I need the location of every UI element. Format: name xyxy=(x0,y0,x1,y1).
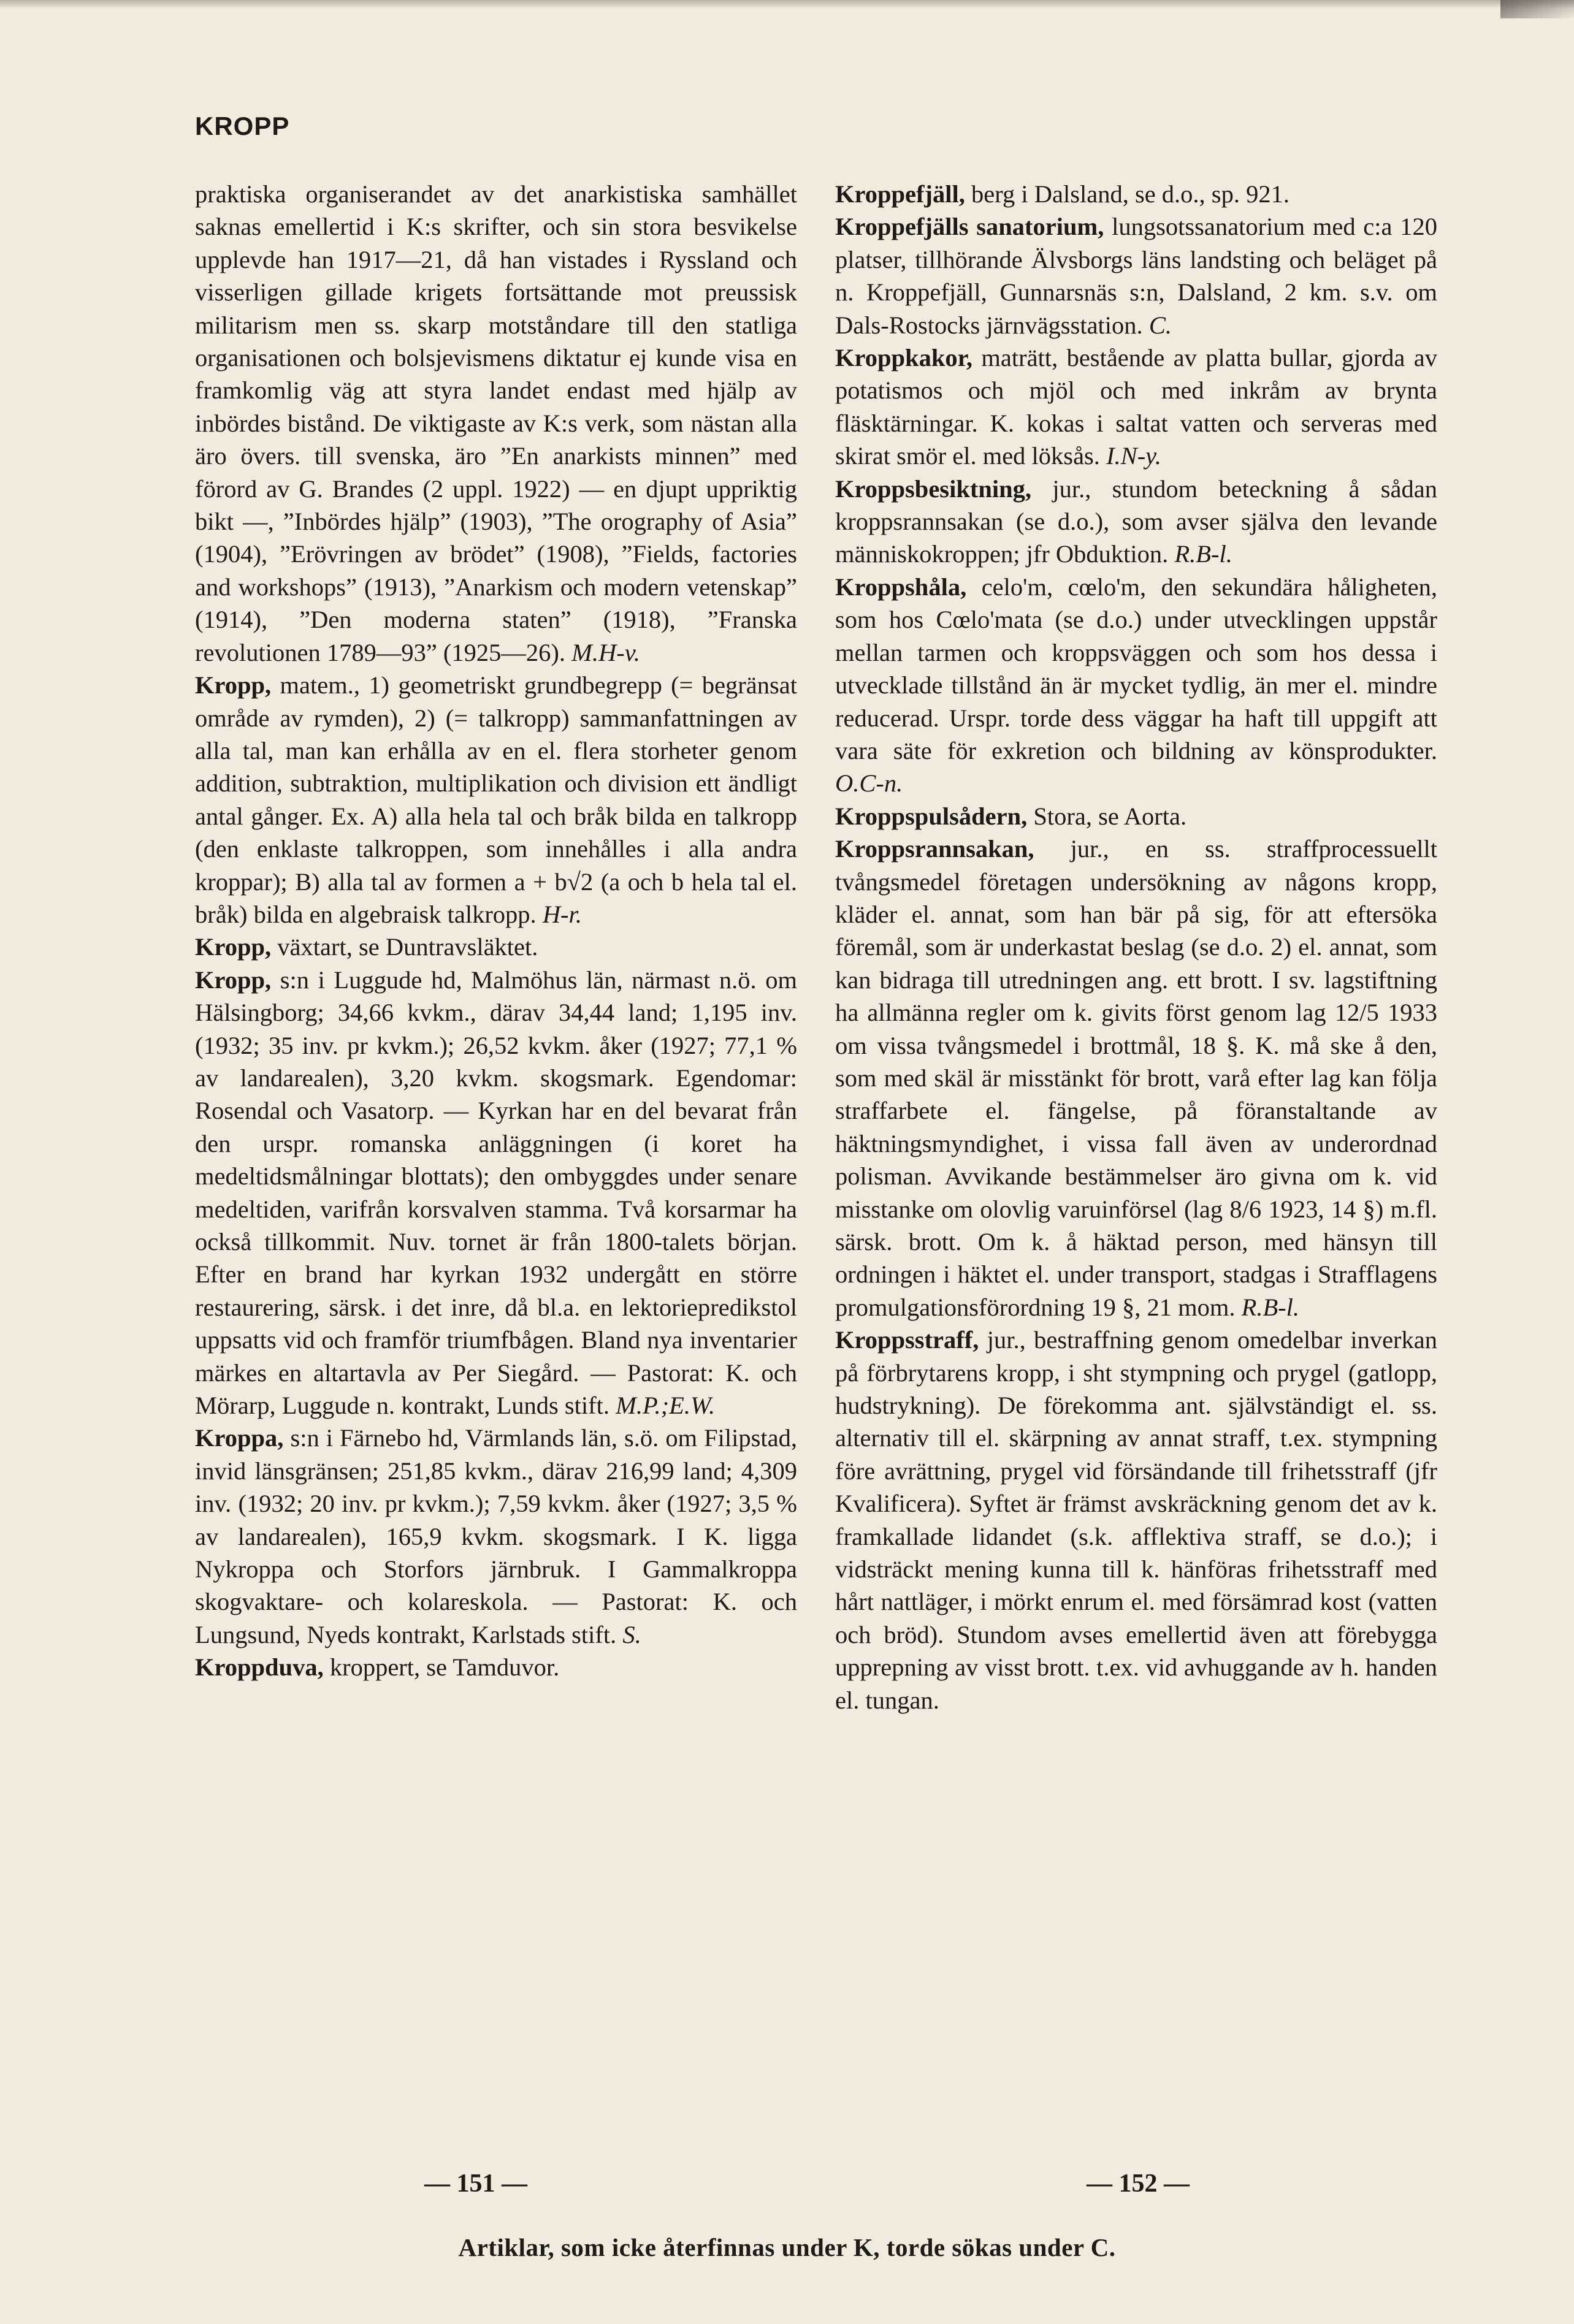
signature: R.B-l. xyxy=(1241,1293,1300,1321)
headword: Kroppspulsådern, xyxy=(835,802,1028,830)
signature: S. xyxy=(622,1620,641,1648)
signature: M.H-v. xyxy=(571,638,640,666)
page-top-edge xyxy=(0,0,1574,9)
signature: R.B-l. xyxy=(1174,540,1232,568)
entry-kroppsrannsakan: Kroppsrannsakan, jur., en ss. straffprocessuellt tvångsmedel företagen undersökning av någons kropp, kläder el. annat, som han bär på sig, för att eftersöka föremål, som är underkastat beslag (se d.o. 2) el. annat, som kan bidraga till utredningen ang. ett brott. I sv. lagstiftning ha allmänna regler om k. givits först genom lag 12/5 1933 om vissa tvångsmedel i brottmål, 18 §. K. må ske å den, som med skäl är misstänkt för brott, varå efter lag kan följa straffarbete el. fängelse, på föranstaltande av häktningsmyndighet, i vissa fall även av underordnad polisman. Avvikande bestämmelser äro givna om k. vid misstanke om olovlig varuinförsel (lag 8/6 1923, 14 §) m.fl. särsk. brott. Om k. å häktad person, med hänsyn till ordningen i häktet el. under transport, stadgas i Strafflagens promulgationsförordning 19 §, 21 mom. R.B-l. xyxy=(835,835,1437,1321)
headword: Kroppduva, xyxy=(195,1653,324,1682)
headword: Kroppsstraff, xyxy=(835,1326,979,1354)
entry-kroppshala: Kroppshåla, celo'm, cœlo'm, den sekundära håligheten, som hos Cœlo'mata (se d.o.) under utvecklingen uppstår mellan tarmen och kroppsväggen och som hos dessa i utvecklade tillstånd än är mycket tydlig, än mer el. mindre reducerad. Urspr. torde dess väggar ha haft till uppgift att vara säte för exkretion och bildning av könsprodukter. O.C-n. xyxy=(835,573,1438,798)
entry-kroppa: Kroppa, s:n i Färnebo hd, Värmlands län, s.ö. om Filipstad, invid länsgränsen; 251,85 kvkm., därav 216,99 land; 4,309 inv. (1932; 20 inv. pr kvkm.); 7,59 kvkm. åker (1927; 3,5 % av landarealen), 165,9 kvkm. skogsmark. I K. ligga Nykroppa och Storfors järnbruk. I Gammalkroppa skogvaktare- och kolareskola. — Pastorat: K. och Lungsund, Nyeds kontrakt, Karlstads stift. S. xyxy=(195,1424,797,1648)
headword: Kroppefjäll, xyxy=(835,180,965,208)
left-column xyxy=(195,178,797,1684)
headword: Kropp, xyxy=(195,933,272,961)
headword: Kroppsrannsakan, xyxy=(835,835,1034,863)
headword: Kroppa, xyxy=(195,1424,284,1452)
entry-kropp-socken: Kropp, s:n i Luggude hd, Malmöhus län, närmast n.ö. om Hälsingborg; 34,66 kvkm., därav 34,44 land; 1,195 inv. (1932; 35 inv. pr kvkm.); 26,52 kvkm. åker (1927; 77,1 % av landarealen), 3,20 kvkm. skogsmark. Egendomar: Rosendal och Vasatorp. — Kyrkan har en del bevarat från den urspr. romanska anläggningen (i koret ha medeltidsmålningar blottats); den ombyggdes under senare medeltiden, varifrån korsvalven stamma. Två korsarmar ha också tillkommit. Nuv. tornet är från 1800-talets början. Efter en brand har kyrkan 1932 undergått en större restaurering, särsk. i det inre, då bl.a. en lektoriepredikstol uppsatts vid och framför triumfbågen. Bland nya inventarier märkes en altartavla av Per Siegård. — Pastorat: K. och Mörarp, Luggude n. kontrakt, Lunds stift. M.P.;E.W. xyxy=(195,966,797,1420)
signature: H-r. xyxy=(542,900,582,928)
signature: C. xyxy=(1148,311,1172,339)
signature: O.C-n. xyxy=(835,769,903,798)
headword: Kropp, xyxy=(195,671,272,699)
entry-kroppsbesiktning: Kroppsbesiktning, jur., stundom beteckning å sådan kroppsrannsakan (se d.o.), som avser själva den levande människokroppen; jfr Obduktion. R.B-l. xyxy=(835,474,1438,568)
signature: M.P.;E.W. xyxy=(616,1392,716,1420)
signature: I.N-y. xyxy=(1106,442,1162,470)
entry-kroppduva: Kroppduva, kroppert, se Tamduvor. xyxy=(195,1653,560,1682)
headword: Kroppkakor, xyxy=(835,344,972,372)
entry-kroppsstraff: Kroppsstraff, jur., bestraffning genom omedelbar inverkan på förbrytarens kropp, i sht stympning och prygel (gatlopp, hudstrykning). De förekomma ant. självständigt el. ss. alternativ till el. skärpning av annat straff, t.ex. stympning före avrättning, prygel vid försändande till frihetsstraff (jfr Kvalificera). Syftet är främst avskräckning genom det av k. framkallade lidandet (s.k. afflektiva straff, se d.o.); i vidsträckt mening kunna till k. hänföras frihetsstraff med hårt nattläger, i mörkt enrum el. med försämrad kost (vatten och bröd). Stundom avses emellertid även att förebygga upprepning av visst brott. t.ex. vid avhuggande av h. handen el. tungan. xyxy=(835,1326,1438,1714)
headword: Kroppshåla, xyxy=(835,573,967,601)
entry-kroppefjall: Kroppefjäll, berg i Dalsland, se d.o., sp. 921. xyxy=(835,180,1289,208)
right-column xyxy=(835,178,1437,1716)
entry-kropp-matem: Kropp, matem., 1) geometriskt grundbegrepp (= begränsat område av rymden), 2) (= talkropp) sammanfattningen av alla tal, man kan erhålla av en el. flera storheter genom addition, subtraktion, multiplikation och division ett ändligt antal gånger. Ex. A) alla hela tal och bråk bilda en talkropp (den enklaste talkroppen, som innehålles i alla andra kroppar); B) alla tal av formen a + b√2 (a och b hela tal el. bråk) bilda en algebraisk talkropp. H-r. xyxy=(195,671,798,928)
entry-kroppspulsadern: Kroppspulsådern, Stora, se Aorta. xyxy=(835,802,1187,830)
page-corner-shadow xyxy=(1500,0,1574,18)
entry-kropp-vaxtart: Kropp, växtart, se Duntravsläktet. xyxy=(195,933,538,961)
headword: Kroppsbesiktning, xyxy=(835,474,1032,503)
footer-note: Artiklar, som icke återfinnas under K, torde sökas under C. xyxy=(458,2233,1116,2261)
entry-kroppkakor: Kroppkakor, maträtt, bestående av platta bullar, gjorda av potatismos och mjöl och med inkråm av brynta fläsktärningar. K. kokas i saltat vatten och serveras med skirat smör el. med löksås. I.N-y. xyxy=(835,344,1437,470)
entry-kropotkin-continued: praktiska organiserandet av det anarkistiska samhället saknas emellertid i K:s skrifter, och sin stora besvikelse upplevde han 1917—21, då han vistades i Ryssland och visserligen gillade krigets fortsättande mot preussisk militarism men ss. skarp motståndare till den statliga organisationen och bolsjevismens diktatur ej kunde visa en framkomlig väg att styra landet endast med hjälp av inbördes bistånd. De viktigaste av K:s verk, som nästan alla äro övers. till svenska, äro ”En anarkists minnen” med förord av G. Brandes (2 uppl. 1922) — en djupt uppriktig bikt —, ”Inbördes hjälp” (1903), ”The orography of Asia” (1904), ”Erövringen av brödet” (1908), ”Fields, factories and workshops” (1913), ”Anarkism och modern vetenskap” (1914), ”Den moderna staten” (1918), ”Franska revolutionen 1789—93” (1925—26). M.H-v. xyxy=(195,180,797,666)
headword: Kroppefjälls sanatorium, xyxy=(835,213,1104,241)
running-head: KROPP xyxy=(195,112,290,140)
headword: Kropp, xyxy=(195,966,272,994)
entry-kroppefjalls-sanatorium: Kroppefjälls sanatorium, lungsotssanatorium med c:a 120 platser, tillhörande Älvsborgs läns landsting och beläget på n. Kroppefjäll, Gunnarsnäs s:n, Dalsland, 2 km. s.v. om Dals-Rostocks järnvägsstation. C. xyxy=(835,213,1437,339)
page-number-left: — 151 — xyxy=(424,2170,527,2198)
page-number-right: — 152 — xyxy=(1087,2170,1190,2198)
